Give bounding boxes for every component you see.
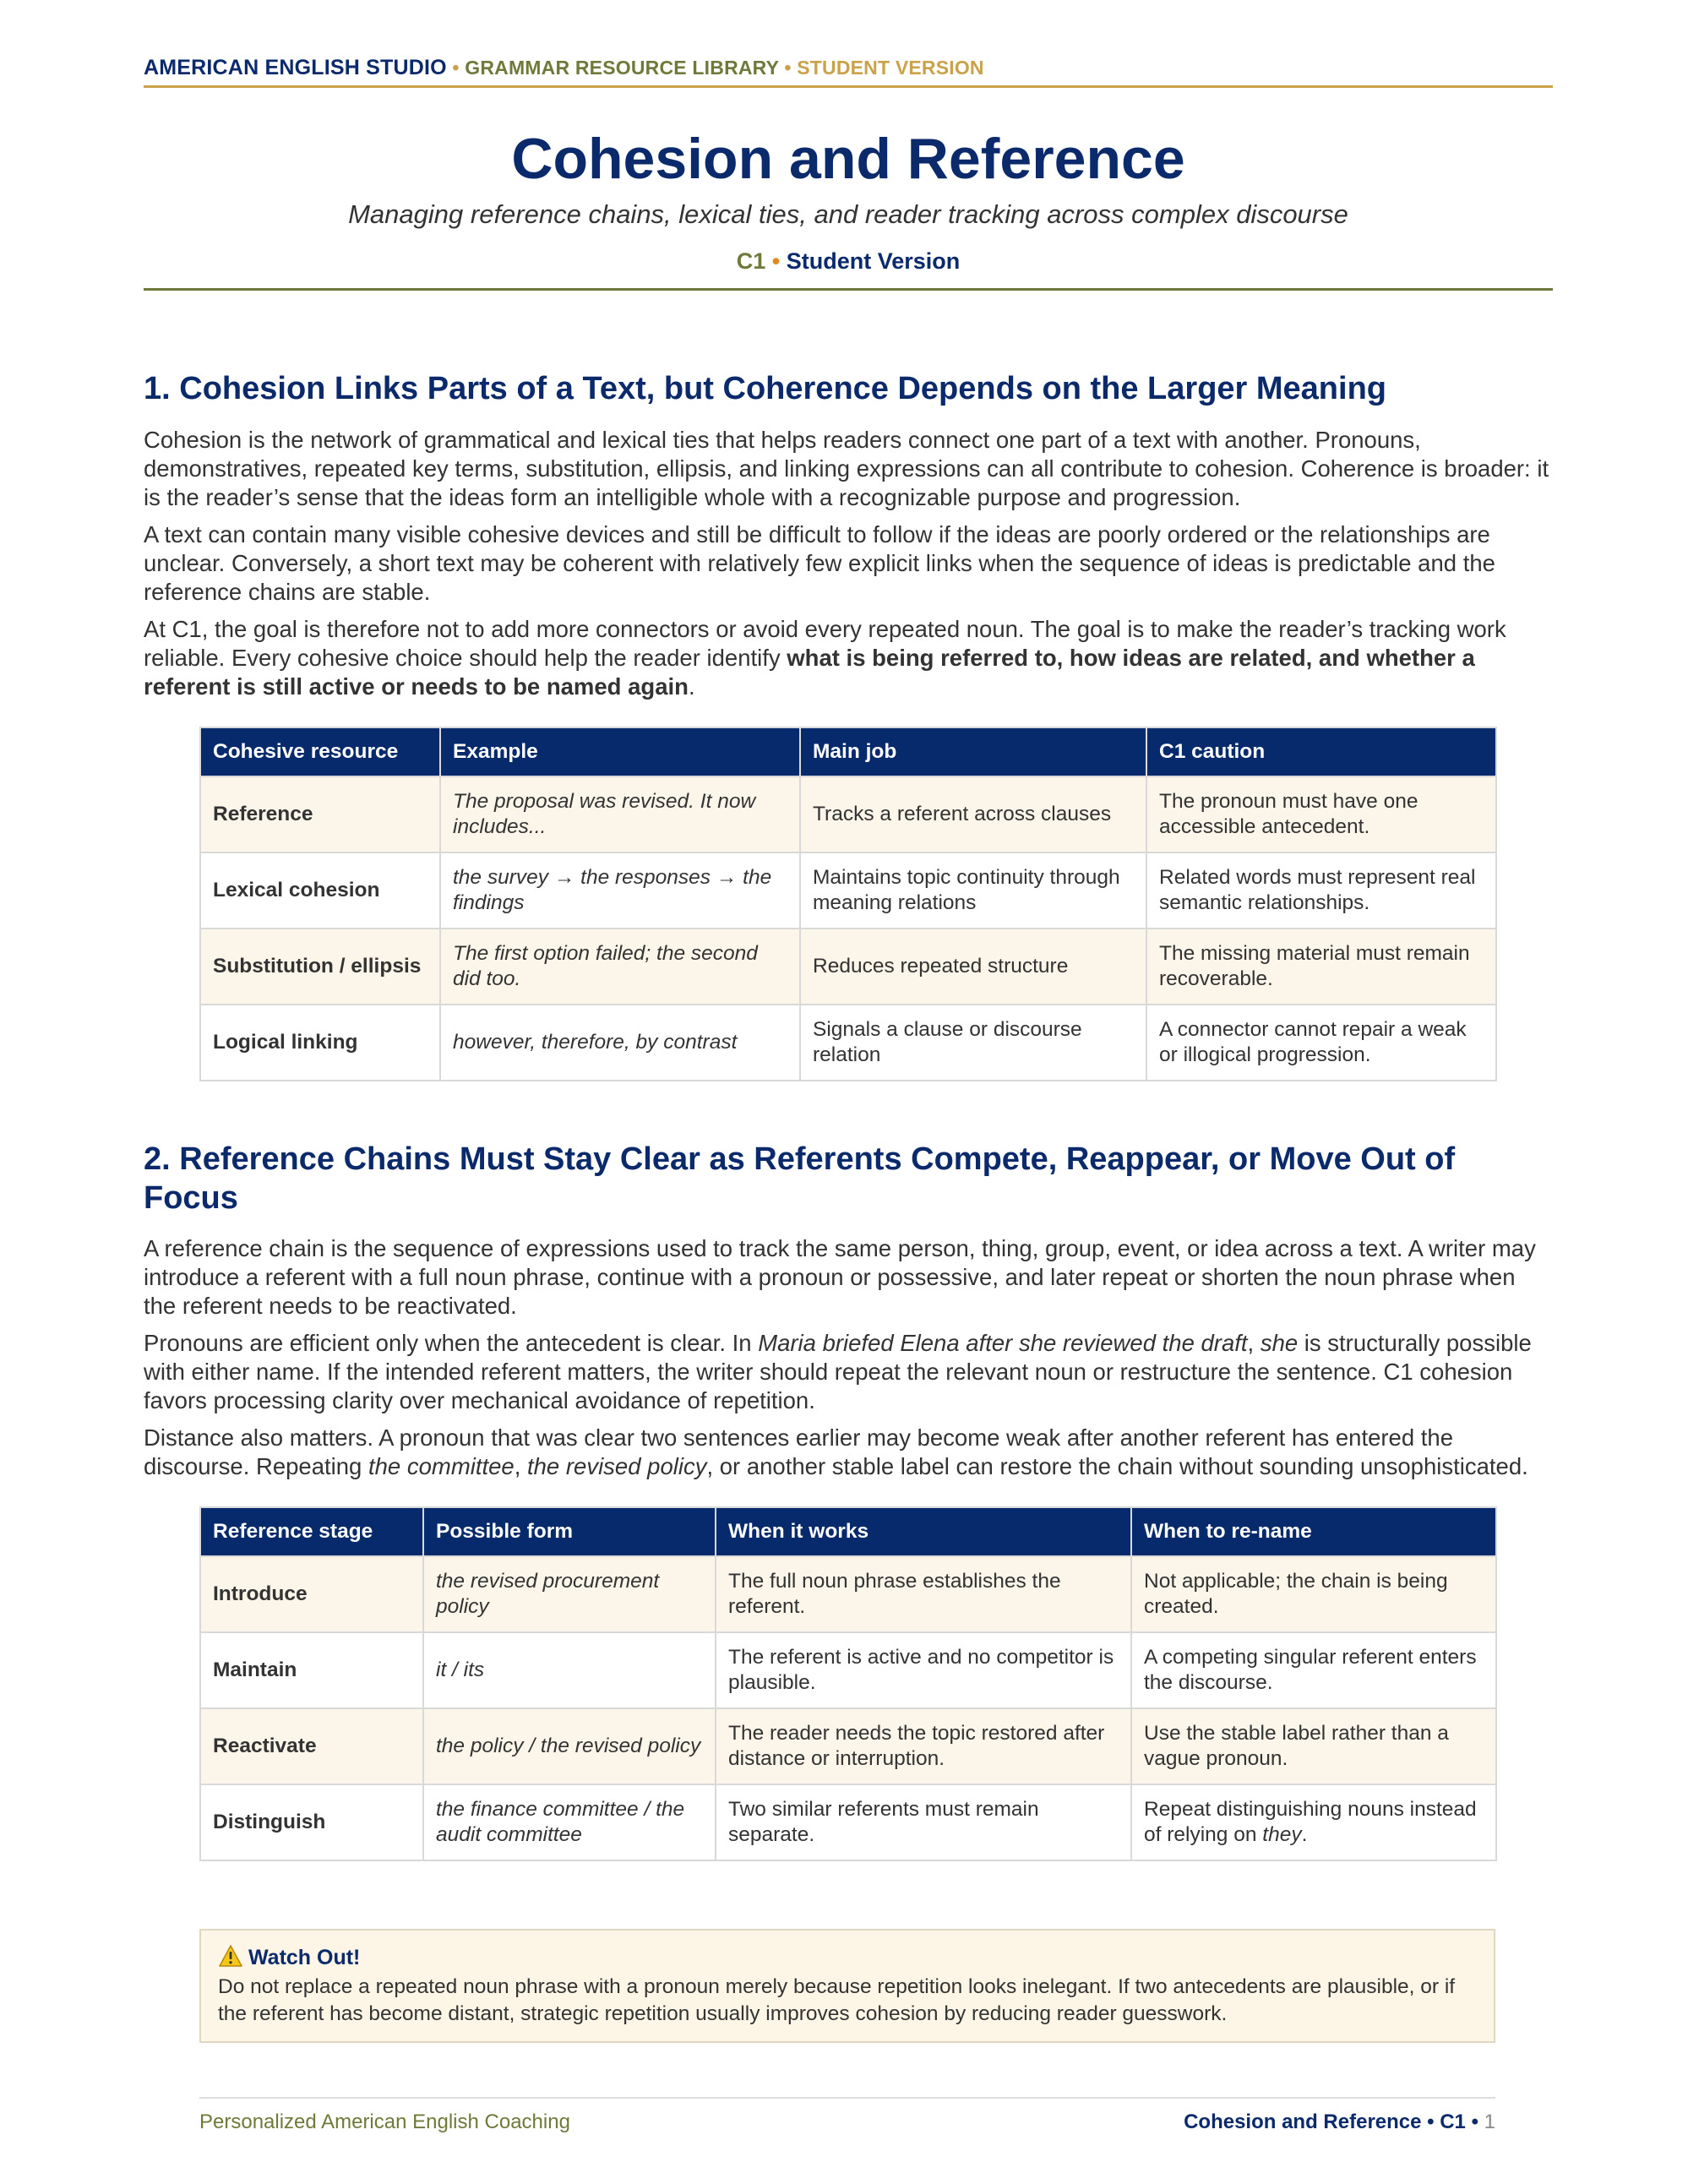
page-footer — [199, 2097, 1495, 2133]
page-number: 1 — [1484, 2110, 1495, 2133]
text-run: , — [1247, 1330, 1261, 1357]
table-row — [200, 1005, 1496, 1081]
title-block — [144, 127, 1553, 291]
table-cell: The referent is active and no competitor is plausible. — [716, 1632, 1131, 1708]
footer-right — [1184, 2110, 1495, 2134]
table-cell — [1131, 1784, 1496, 1860]
table-row — [200, 1708, 1496, 1784]
footer-doc-label: Cohesion and Reference • C1 • — [1184, 2110, 1478, 2133]
column-header: Main job — [800, 727, 1146, 776]
text-run: Pronouns are efficient only when the antecedent is clear. In — [144, 1330, 759, 1357]
italic-text: Maria briefed Elena after she reviewed the draft — [758, 1330, 1248, 1357]
reference-stages-table — [199, 1506, 1497, 1861]
header-separator: • — [784, 57, 792, 79]
paragraph: Cohesion is the network of grammatical and lexical ties that helps readers connect one part of a text with another. Pronouns, demonstratives, repeated key terms, substitution, ellipsis, and linking expressions can all contribute to cohesion. Coherence is broader: it is the reader’s sense that the ideas form an intelligible whole with a recognizable purpose and progression. — [144, 426, 1549, 510]
table-cell: A connector cannot repair a weak or illogical progression. — [1146, 1005, 1496, 1081]
page-title: Cohesion and Reference — [511, 127, 1185, 191]
table-cell: Related words must represent real semantic relationships. — [1146, 852, 1496, 929]
text-run: , — [514, 1453, 527, 1480]
section-reference-chains — [144, 1141, 1553, 1861]
table-cell: Maintains topic continuity through meaning relations — [800, 852, 1146, 929]
italic-text: she — [1260, 1330, 1299, 1357]
paragraph — [144, 615, 1553, 701]
watch-out-callout — [199, 1929, 1495, 2043]
table-row — [200, 1556, 1496, 1632]
level-line — [144, 248, 1553, 275]
bold-text: what is being referred to, how ideas are related, and whether a referent is still active or needs to be named again — [144, 644, 1475, 700]
table-cell: Maintain — [200, 1632, 423, 1708]
table-cell: Distinguish — [200, 1784, 423, 1860]
header-version: STUDENT VERSION — [797, 57, 984, 79]
table-row — [200, 929, 1496, 1005]
table-row — [200, 852, 1496, 929]
section-cohesion — [144, 370, 1553, 1081]
table-cell: Introduce — [200, 1556, 423, 1632]
table-cell: The pronoun must have one accessible antecedent. — [1146, 776, 1496, 852]
column-header: When it works — [716, 1507, 1131, 1556]
table-cell: Signals a clause or discourse relation — [800, 1005, 1146, 1081]
table-cell: however, therefore, by contrast — [440, 1005, 800, 1081]
running-header — [144, 56, 1553, 88]
italic-text: they — [1262, 1823, 1302, 1847]
text-run: Distance also matters. A pronoun that was clear two sentences earlier may become weak after another referent has entered the discourse. Repeating — [144, 1424, 1454, 1480]
section-heading: 1. Cohesion Links Parts of a Text, but Coherence Depends on the Larger Meaning — [144, 371, 1386, 406]
table-cell: Tracks a referent across clauses — [800, 776, 1146, 852]
table-cell: Substitution / ellipsis — [200, 929, 440, 1005]
text-run: . — [688, 673, 695, 700]
table-cell: it / its — [423, 1632, 716, 1708]
paragraph — [144, 1329, 1553, 1415]
table-cell: The missing material must remain recoverable. — [1146, 929, 1496, 1005]
footer-left: Personalized American English Coaching — [199, 2110, 570, 2133]
warning-icon — [218, 1944, 243, 1968]
text-run: . — [1301, 1823, 1308, 1847]
column-header: Possible form — [423, 1507, 716, 1556]
table-cell: the revised procurement policy — [423, 1556, 716, 1632]
table-cell: the policy / the revised policy — [423, 1708, 716, 1784]
italic-text: the revised policy — [527, 1453, 707, 1480]
table-cell: Reference — [200, 776, 440, 852]
table-cell: The proposal was revised. It now includes... — [440, 776, 800, 852]
section-heading: 2. Reference Chains Must Stay Clear as Referents Compete, Reappear, or Move Out of Focus — [144, 1141, 1456, 1216]
header-brand: AMERICAN ENGLISH STUDIO — [144, 56, 447, 79]
table-cell: Reactivate — [200, 1708, 423, 1784]
cohesive-resources-table — [199, 727, 1497, 1081]
table-cell: The first option failed; the second did too. — [440, 929, 800, 1005]
table-cell: The reader needs the topic restored after distance or interruption. — [716, 1708, 1131, 1784]
callout-heading — [218, 1944, 1477, 1970]
paragraph: A reference chain is the sequence of expressions used to track the same person, thing, group, event, or idea across a text. A writer may introduce a referent with a full noun phrase, continue with a pronoun or possessive, and later repeat or shorten the noun phrase when the referent needs to be reactivated. — [144, 1235, 1536, 1320]
text-run: is structurally possible with either name. If the intended referent matters, the writer should repeat the relevant noun or restructure the sentence. C1 cohesion favors processing clarity over mechanical avoidance of repetition. — [144, 1330, 1532, 1414]
table-cell: The full noun phrase establishes the referent. — [716, 1556, 1131, 1632]
page-subtitle: Managing reference chains, lexical ties, and reader tracking across complex discourse — [348, 199, 1348, 230]
column-header: C1 caution — [1146, 727, 1496, 776]
table-row — [200, 1632, 1496, 1708]
column-header: Reference stage — [200, 1507, 423, 1556]
table-row — [200, 1784, 1496, 1860]
text-run: Repeat distinguishing nouns instead of relying on — [1144, 1798, 1477, 1847]
level-separator: • — [771, 248, 781, 275]
table-cell: the survey → the responses → the findings — [440, 852, 800, 929]
table-cell: Use the stable label rather than a vague pronoun. — [1131, 1708, 1496, 1784]
text-run: , or another stable label can restore the chain without sounding unsophisticated. — [706, 1453, 1528, 1480]
table-cell: Reduces repeated structure — [800, 929, 1146, 1005]
table-row — [200, 776, 1496, 852]
table-cell: Lexical cohesion — [200, 852, 440, 929]
table-cell: Two similar referents must remain separate. — [716, 1784, 1131, 1860]
table-cell: Not applicable; the chain is being created. — [1131, 1556, 1496, 1632]
level-label: C1 — [736, 248, 766, 275]
table-header-row — [200, 1507, 1496, 1556]
text-run: At C1, the goal is therefore not to add more connectors or avoid every repeated noun. The goal is to make the reader’s tracking work reliable. Every cohesive choice should help the reader identify — [144, 615, 1506, 671]
table-cell: the finance committee / the audit committee — [423, 1784, 716, 1860]
table-cell: A competing singular referent enters the discourse. — [1131, 1632, 1496, 1708]
column-header: When to re-name — [1131, 1507, 1496, 1556]
table-header-row — [200, 727, 1496, 776]
header-separator: • — [452, 57, 460, 79]
table-cell: Logical linking — [200, 1005, 440, 1081]
italic-text: the committee — [368, 1453, 515, 1480]
header-library: GRAMMAR RESOURCE LIBRARY — [465, 57, 779, 79]
callout-body: Do not replace a repeated noun phrase with a pronoun merely because repetition looks inelegant. If two antecedents are plausible, or if the referent has become distant, strategic repetition usually improves cohesion by reducing reader guesswork. — [218, 1975, 1456, 2025]
paragraph — [144, 1424, 1553, 1481]
callout-title: Watch Out! — [248, 1946, 361, 1969]
column-header: Example — [440, 727, 800, 776]
level-version: Student Version — [786, 248, 961, 275]
column-header: Cohesive resource — [200, 727, 440, 776]
paragraph: A text can contain many visible cohesive devices and still be difficult to follow if the ideas are poorly ordered or the relationships are unclear. Conversely, a short text may be coherent with relatively few explicit links when the sequence of ideas is predictable and the reference chains are stable. — [144, 520, 1495, 605]
